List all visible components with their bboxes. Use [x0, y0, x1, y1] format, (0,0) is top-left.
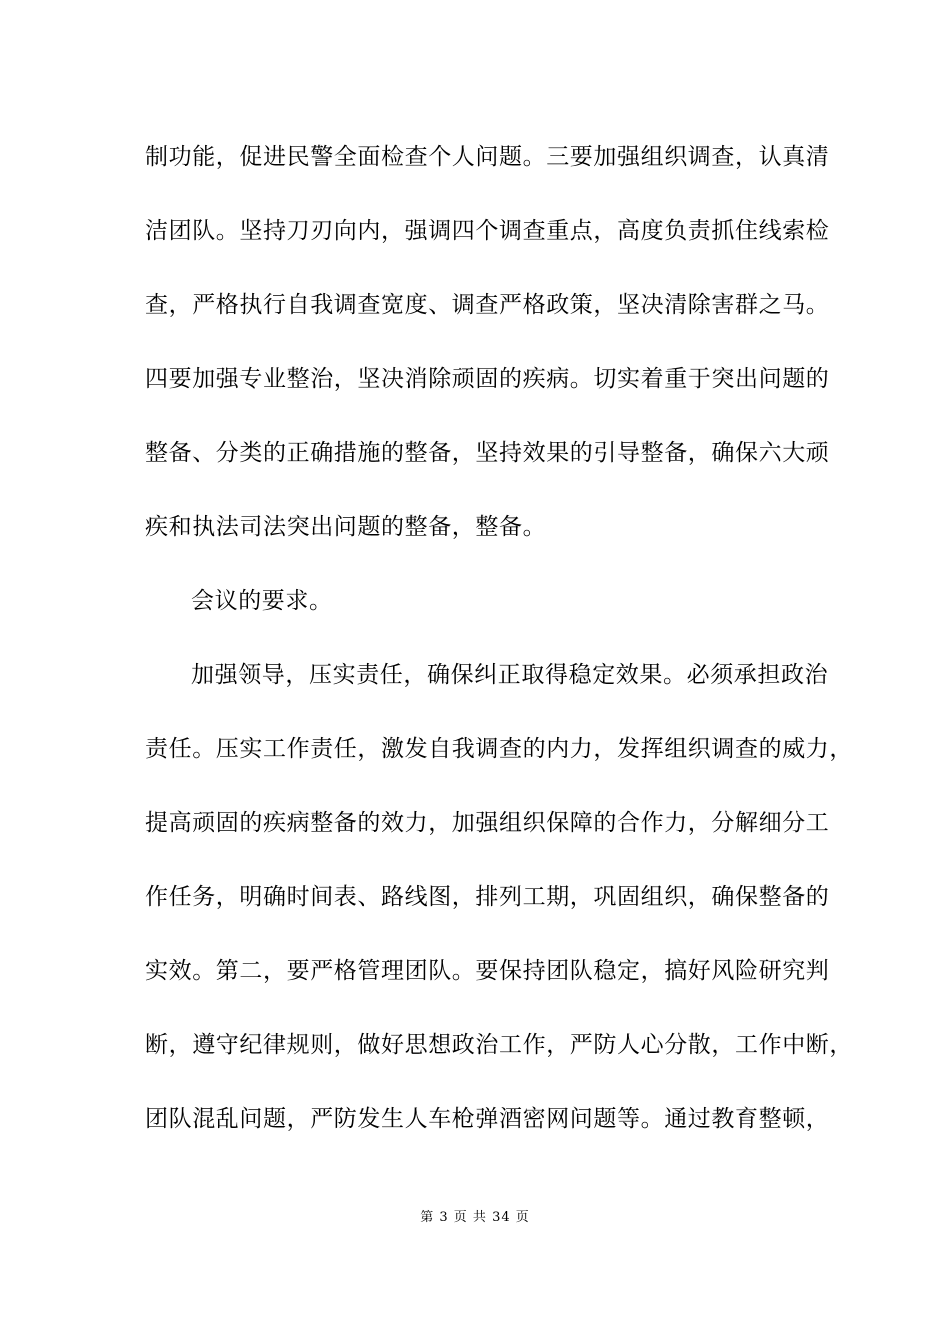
page-footer	[0, 1209, 950, 1227]
paragraph-line: 整备、分类的正确措施的整备，坚持效果的引导整备，确保六大顽	[145, 440, 830, 466]
paragraph-line: 提高顽固的疾病整备的效力，加强组织保障的合作力，分解细分工	[145, 810, 830, 836]
paragraph-line: 洁团队。坚持刀刃向内，强调四个调查重点，高度负责抓住线索检	[145, 218, 830, 244]
paragraph-line: 查，严格执行自我调查宽度、调查严格政策，坚决清除害群之马。	[145, 292, 830, 318]
paragraph-line: 加强领导，压实责任，确保纠正取得稳定效果。必须承担政治	[191, 662, 829, 688]
paragraph-line: 四要加强专业整治，坚决消除顽固的疾病。切实着重于突出问题的	[145, 366, 830, 392]
footer-mid: 页 共	[453, 1210, 487, 1225]
paragraph-line: 断，遵守纪律规则，做好思想政治工作，严防人心分散，工作中断，	[145, 1032, 853, 1058]
footer-suffix: 页	[515, 1210, 530, 1225]
paragraph-line: 实效。第二，要严格管理团队。要保持团队稳定，搞好风险研究判	[145, 958, 830, 984]
paragraph-line: 责任。压实工作责任，激发自我调查的内力，发挥组织调查的威力，	[145, 736, 853, 762]
paragraph-line: 作任务，明确时间表、路线图，排列工期，巩固组织，确保整备的	[145, 884, 830, 910]
paragraph-line: 疾和执法司法突出问题的整备，整备。	[145, 514, 547, 540]
paragraph-line: 团队混乱问题，严防发生人车枪弹酒密网问题等。通过教育整顿，	[145, 1106, 830, 1132]
paragraph-line: 制功能，促进民警全面检查个人问题。三要加强组织调查，认真清	[145, 144, 830, 170]
footer-total-pages: 34	[492, 1210, 511, 1225]
footer-prefix: 第	[420, 1210, 435, 1225]
section-heading: 会议的要求。	[191, 588, 333, 614]
footer-page-number: 3	[439, 1210, 449, 1225]
